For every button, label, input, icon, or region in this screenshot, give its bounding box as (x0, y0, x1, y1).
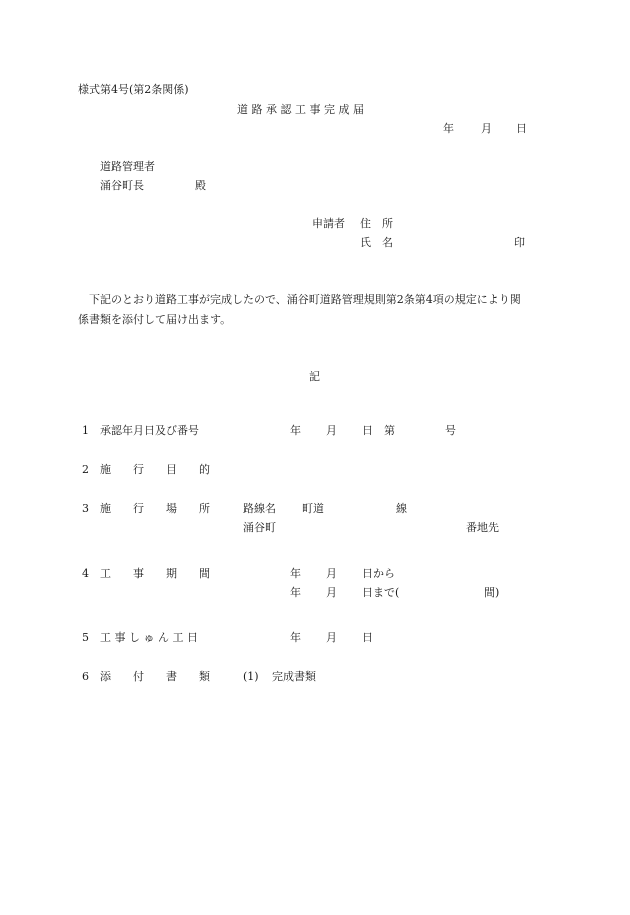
item4-day-until: 日まで( (362, 586, 400, 599)
item5-label: 工 事 し ゅ ん 工 日 (100, 631, 198, 644)
item1-go: 号 (445, 424, 456, 437)
item6-sub-label: 完成書類 (272, 670, 316, 683)
item1-label: 承認年月日及び番号 (100, 424, 199, 437)
date-day-label: 日 (516, 122, 527, 135)
addressee-line1: 道路管理者 (100, 160, 155, 173)
item5-month: 月 (326, 631, 337, 644)
item6-number: 6 (82, 670, 89, 683)
ki-heading: 記 (309, 370, 320, 383)
item6-label: 添 付 書 類 (100, 670, 210, 683)
item6-sub-number: (1) (243, 670, 259, 683)
item5-day: 日 (362, 631, 373, 644)
item3-label: 施 行 場 所 (100, 502, 210, 515)
item4-number: 4 (82, 567, 89, 580)
document-title: 道 路 承 認 工 事 完 成 届 (237, 103, 364, 116)
addressee-honorific: 殿 (195, 179, 206, 192)
applicant-label: 申請者 (312, 217, 345, 230)
item4-year-from: 年 (290, 567, 301, 580)
item4-month-from: 月 (326, 567, 337, 580)
date-month-label: 月 (481, 122, 492, 135)
item5-year: 年 (290, 631, 301, 644)
item4-day-from: 日から (362, 567, 395, 580)
item2-number: 2 (82, 463, 89, 476)
body-text-line1: 下記のとおり道路工事が完成したので、涌谷町道路管理規則第2条第4項の規定により関 (89, 293, 521, 306)
body-text-line2: 係書類を添付して届け出ます。 (78, 313, 232, 326)
item1-day: 日 (362, 424, 373, 437)
item1-number: 1 (82, 424, 89, 437)
item1-year: 年 (290, 424, 301, 437)
item4-period: 間) (484, 586, 500, 599)
seal-mark: 印 (514, 236, 525, 249)
item3-route-type: 町道 (302, 502, 324, 515)
applicant-address-label: 住 所 (360, 217, 393, 230)
date-year-label: 年 (443, 122, 454, 135)
item2-label: 施 行 目 的 (100, 463, 210, 476)
applicant-name-label: 氏 名 (360, 236, 393, 249)
item3-town: 涌谷町 (243, 521, 276, 534)
item4-year-until: 年 (290, 586, 301, 599)
form-number: 様式第4号(第2条関係) (78, 83, 189, 96)
item5-number: 5 (82, 631, 89, 644)
item3-banchi: 番地先 (466, 521, 499, 534)
item3-number: 3 (82, 502, 89, 515)
item1-dai: 第 (384, 424, 395, 437)
addressee-line2: 涌谷町長 (100, 179, 144, 192)
item4-month-until: 月 (326, 586, 337, 599)
item3-route-name: 路線名 (243, 502, 276, 515)
item1-month: 月 (326, 424, 337, 437)
item4-label: 工 事 期 間 (100, 567, 210, 580)
item3-line: 線 (396, 502, 407, 515)
